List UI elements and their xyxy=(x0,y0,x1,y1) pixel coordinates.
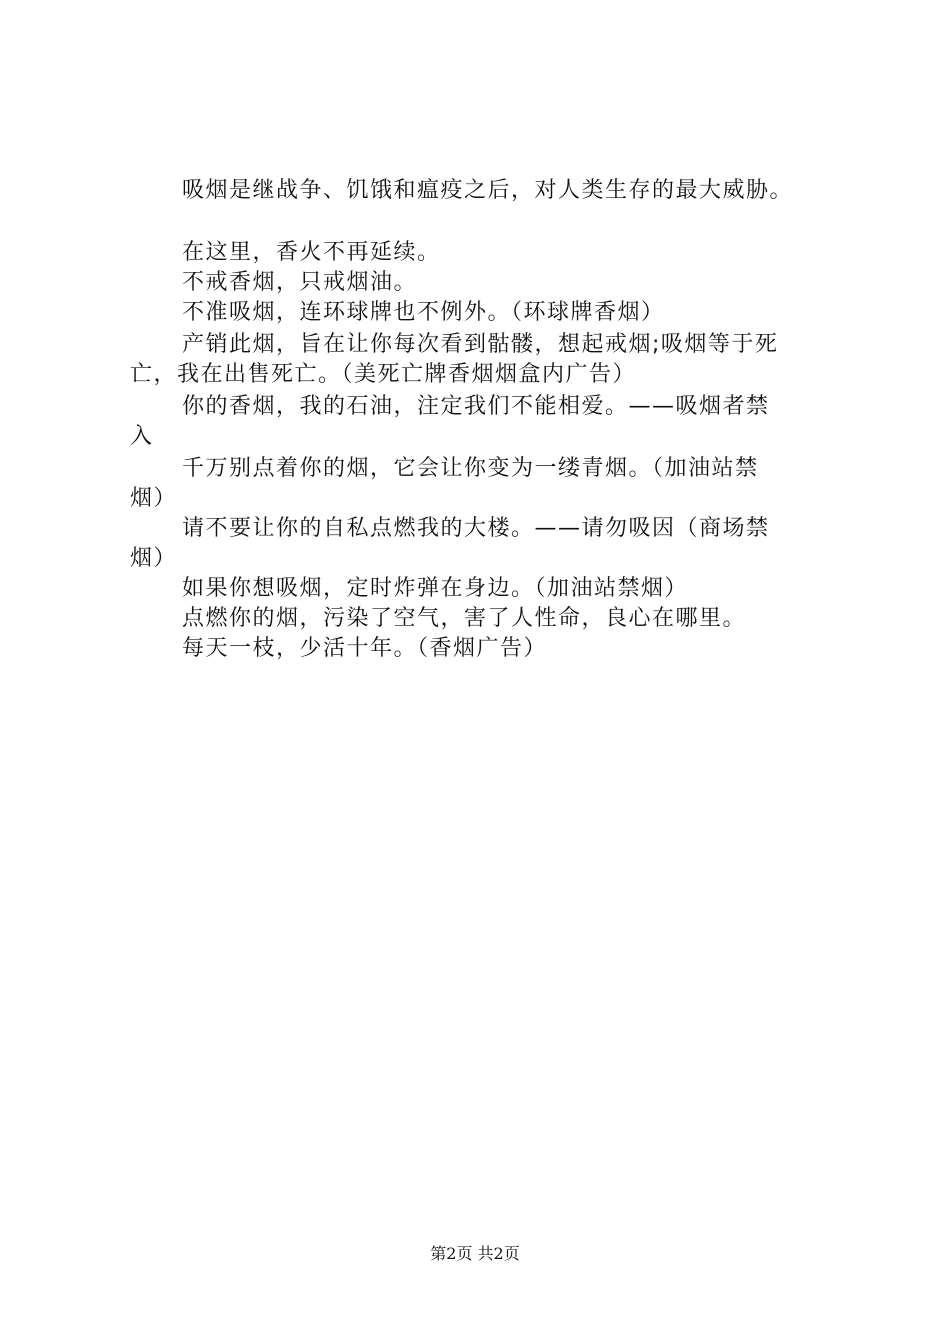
paragraph-line: 如果你想吸烟，定时炸弹在身边。（加油站禁烟） xyxy=(182,576,689,601)
paragraph-line-continuation: 烟） xyxy=(130,486,178,511)
paragraph-line-continuation: 烟） xyxy=(130,546,178,571)
paragraph-line: 每天一枝，少活十年。（香烟广告） xyxy=(182,636,548,661)
paragraph-line: 你的香烟，我的石油，注定我们不能相爱。——吸烟者禁 xyxy=(182,394,770,419)
paragraph-line: 千万别点着你的烟，它会让你变为一缕青烟。（加油站禁 xyxy=(182,456,759,481)
paragraph-line: 产销此烟，旨在让你每次看到骷髅，想起戒烟;吸烟等于死 xyxy=(182,332,779,357)
paragraph-line: 吸烟是继战争、饥饿和瘟疫之后，对人类生存的最大威胁。 xyxy=(182,178,794,203)
paragraph-line-continuation: 入 xyxy=(130,424,154,449)
paragraph-line: 请不要让你的自私点燃我的大楼。——请勿吸因（商场禁 xyxy=(182,516,770,541)
paragraph-line: 不准吸烟，连环球牌也不例外。（环球牌香烟） xyxy=(182,300,665,325)
paragraph-line: 点燃你的烟，污染了空气，害了人性命，良心在哪里。 xyxy=(182,606,747,631)
paragraph-line: 不戒香烟，只戒烟油。 xyxy=(182,270,418,295)
paragraph-line: 在这里，香火不再延续。 xyxy=(182,240,441,265)
page-footer: 第2页 共2页 xyxy=(430,1244,520,1263)
paragraph-line-continuation: 亡，我在出售死亡。（美死亡牌香烟烟盒内广告） xyxy=(130,362,637,387)
